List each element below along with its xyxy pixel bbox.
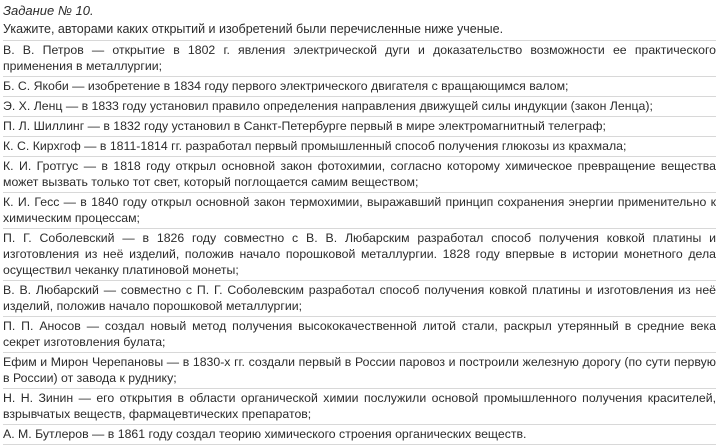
task-instruction: Укажите, авторами каких открытий и изобретений были перечисленные ниже ученые. — [3, 22, 504, 36]
list-item: П. П. Аносов — создал новый метод получения высококачественной литой стали, раскрыл утерянный в средние века секрет изготовления булата; — [3, 317, 716, 353]
list-item: А. М. Бутлеров — в 1861 году создал теорию химического строения органических веществ. — [3, 425, 716, 445]
task-title: Задание № 10. — [3, 3, 94, 18]
list-item: Э. Х. Ленц — в 1833 году установил правило определения направления движущей силы индукции (закон Ленца); — [3, 97, 716, 117]
list-item: Ефим и Мирон Черепановы — в 1830-х гг. создали первый в России паровоз и построили железную дорогу (по сути первую в России) от завода к руднику; — [3, 353, 716, 389]
list-item: К. С. Кирхгоф — в 1811-1814 гг. разработал первый промышленный способ получения глюкозы из крахмала; — [3, 137, 716, 157]
list-item: Б. С. Якоби — изобретение в 1834 году первого электрического двигателя с вращающимся валом; — [3, 77, 716, 97]
list-item: П. Л. Шиллинг — в 1832 году установил в Санкт-Петербурге первый в мире электромагнитный телеграф; — [3, 117, 716, 137]
scientist-list — [3, 41, 716, 445]
list-item: В. В. Петров — открытие в 1802 г. явления электрической дуги и доказательство возможности ее практического применения в металлургии; — [3, 41, 716, 77]
list-item: В. В. Любарский — совместно с П. Г. Соболевским разработал способ получения ковкой платины и изготовления из неё изделий, положив начало порошковой металлургии; — [3, 281, 716, 317]
list-item: Н. Н. Зинин — его открытия в области органической химии послужили основой промышленного получения красителей, взрывчатых веществ, фармацевтических препаратов; — [3, 389, 716, 425]
list-item: К. И. Гротгус — в 1818 году открыл основной закон фотохимии, согласно которому химическое превращение вещества может вызвать только тот свет, который поглощается самим веществом; — [3, 157, 716, 193]
list-item: П. Г. Соболевский — в 1826 году совместно с В. В. Любарским разработал способ получения ковкой платины и изготовления из неё изделий, положив начало порошковой металлургии. 1828 году впервые в истории монетного дела осуществил чеканку платиновой монеты; — [3, 229, 716, 281]
list-item: К. И. Гесс — в 1840 году открыл основной закон термохимии, выражавший принцип сохранения энергии применительно к химическим процессам; — [3, 193, 716, 229]
